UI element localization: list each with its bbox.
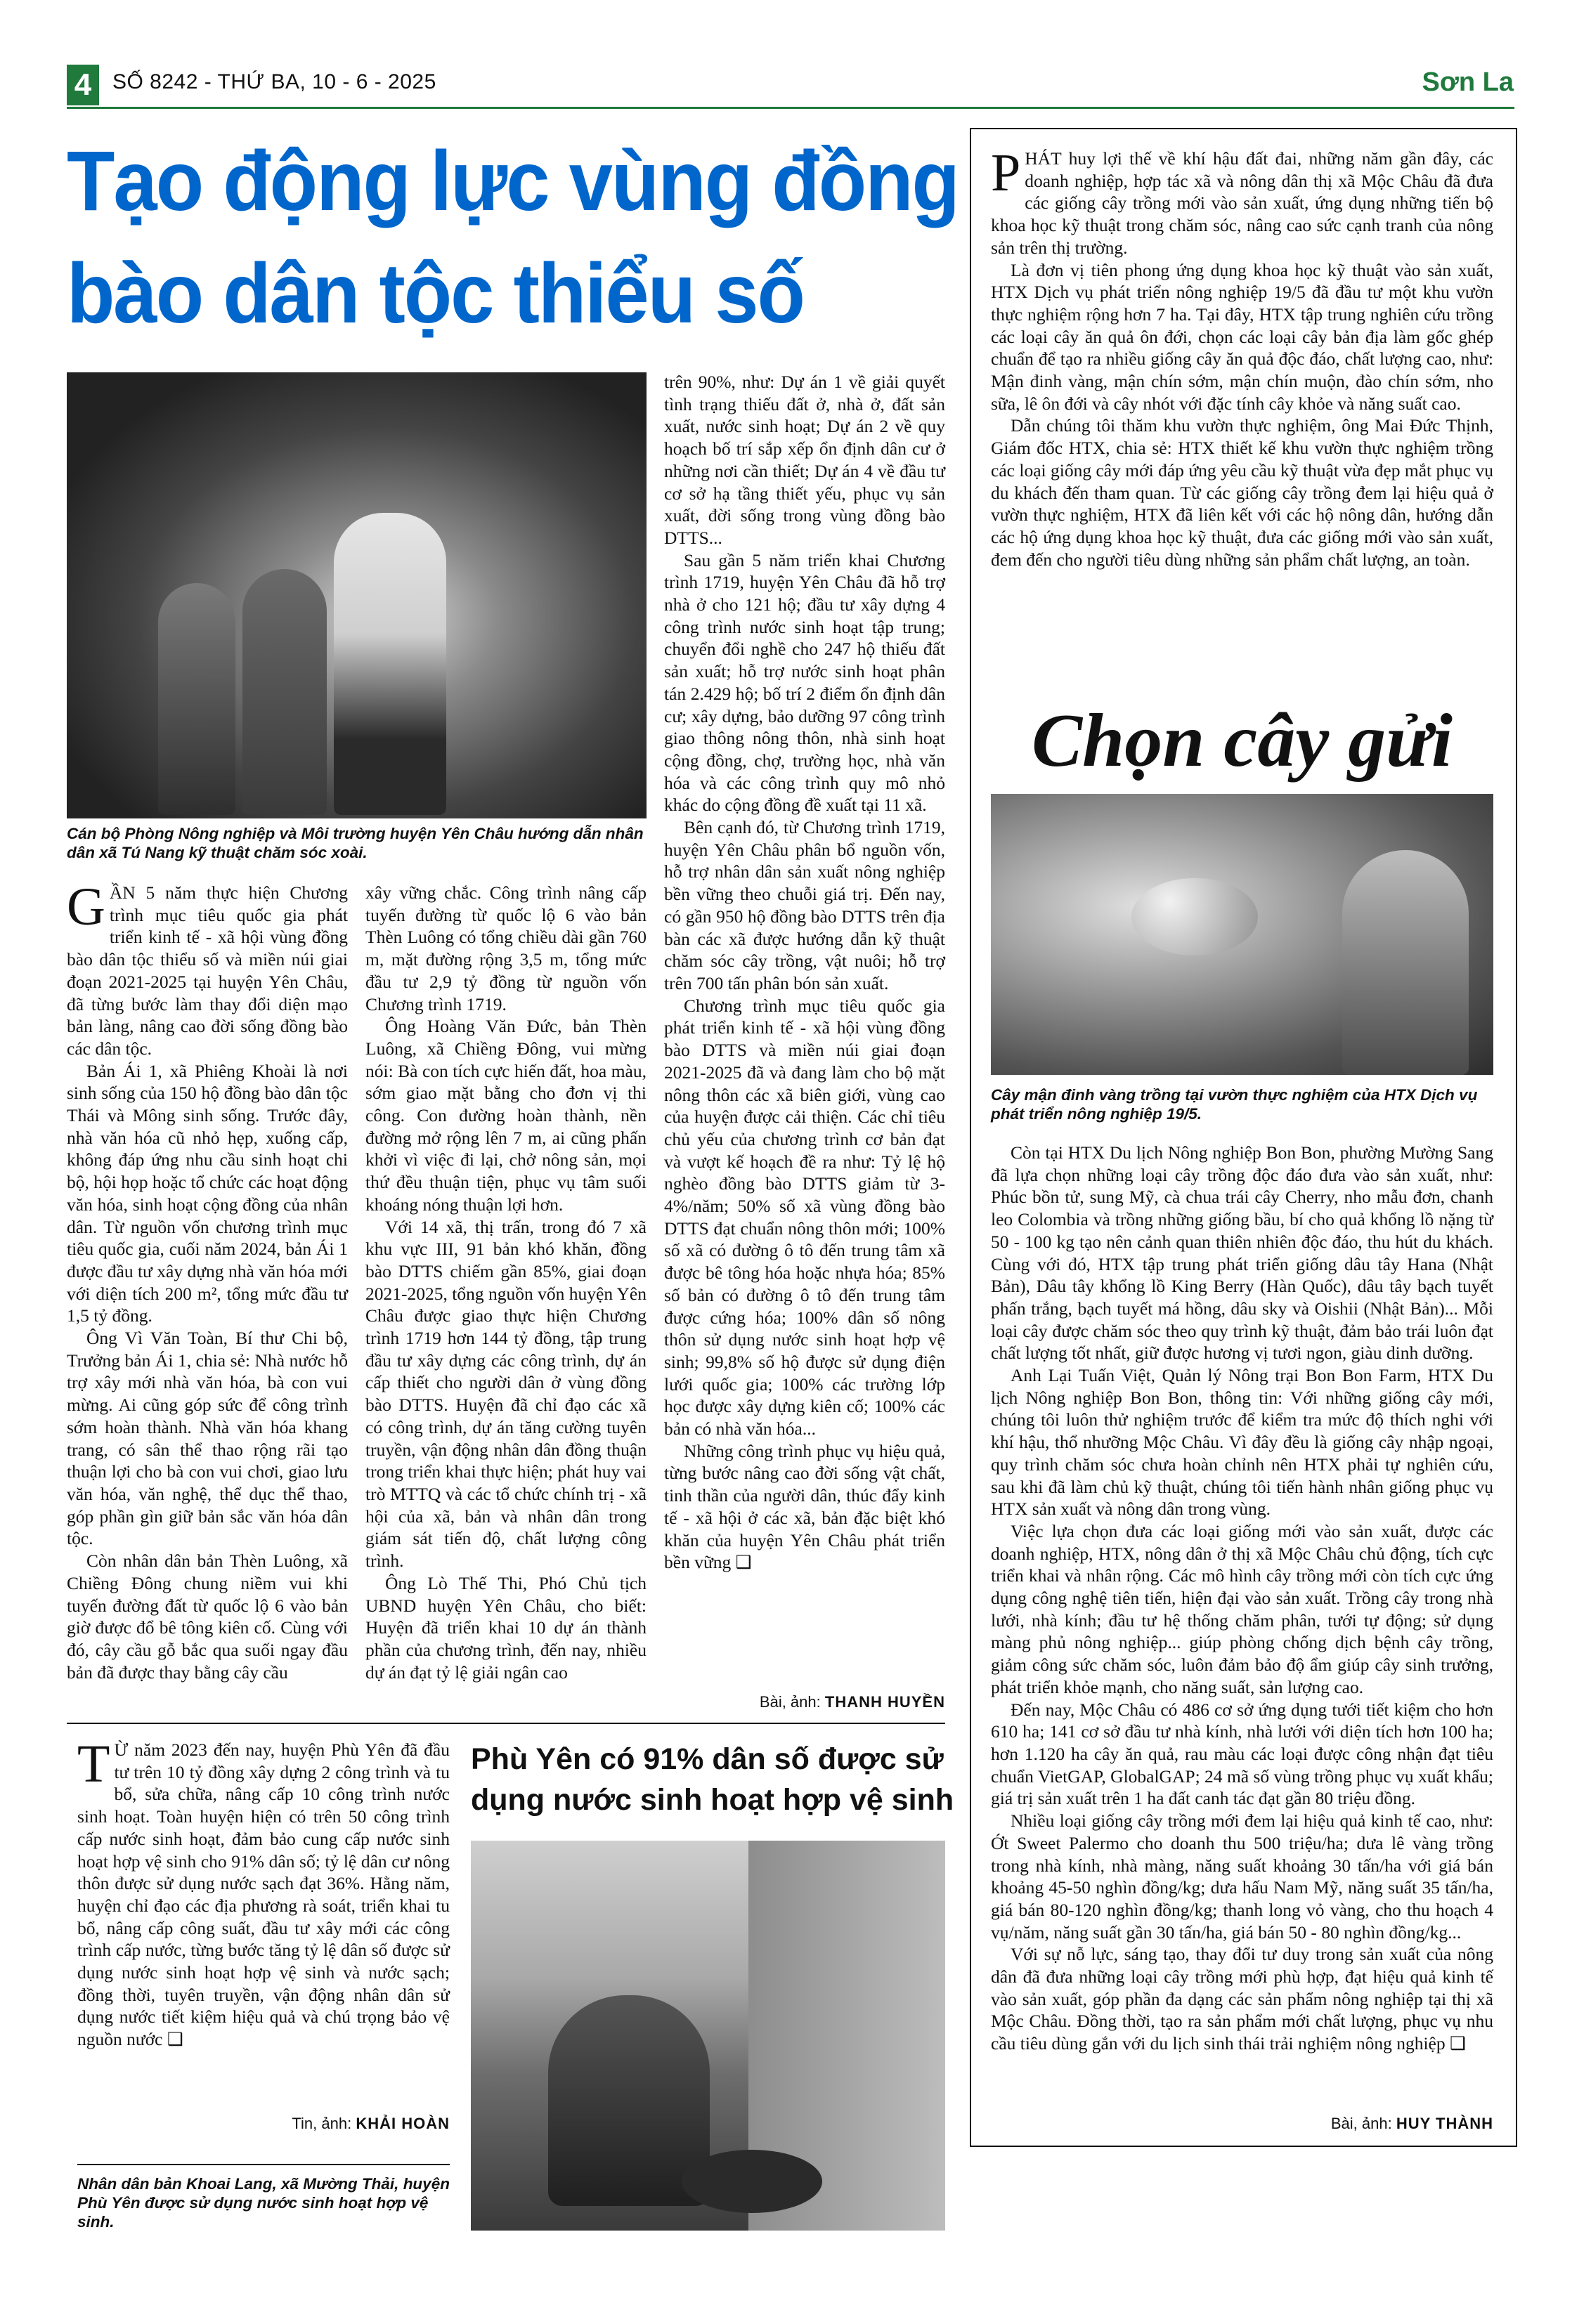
- chon-cay-title: Chọn cây gửi: [1032, 699, 1453, 783]
- dropcap: P: [991, 143, 1021, 202]
- person-figure: [158, 583, 235, 815]
- main-photo: [67, 372, 647, 818]
- main-col1: [67, 877, 348, 1683]
- chon-cay-photo: [991, 794, 1493, 1075]
- paragraph: Còn tại HTX Du lịch Nông nghiệp Bon Bon, phường Mường Sang đã lựa chọn những loại cây trồng độc đáo đưa vào sản xuất, như: Phúc bồn tử, sung Mỹ, cà chua trái cây Cherry, nho mẫu đơn, chanh leo Colombia và trồng những giống bầu, bí cho quả khổng lồ nặng từ 50 - 100 kg tạo nên cảnh quan thiên nhiên độc đáo, thu hút du khách. Cùng với đó, HTX tập trung phát triển giống dâu tây Hana (Nhật Bản), Dâu tây khổng lồ King Berry (Hàn Quốc), dâu tây bạch tuyết phấn trắng, bạch tuyết má hồng, dâu sky và Oishii (Nhật Bản)... Mỗi loại cây được chăm sóc theo quy trình kỹ thuật, đảm bảo trái luôn đạt chất lượng tốt nhất, giữ được hương vị tươi ngon, giàu dinh dưỡng.: [991, 1142, 1493, 1364]
- page-number: 4: [74, 67, 92, 102]
- phuyen-byline: [77, 2115, 450, 2133]
- fruit-cluster: [1131, 878, 1258, 955]
- phuyen-body: [77, 1735, 450, 2051]
- section-name: Sơn La: [1422, 67, 1514, 97]
- paragraph: trên 90%, như: Dự án 1 về giải quyết tình trạng thiếu đất ở, nhà ở, đất sản xuất, nước sinh hoạt; Dự án 2 về quy hoạch bố trí sắp xếp ổn định dân cư ở những nơi cần thiết; Dự án 4 về đầu tư cơ sở hạ tầng thiết yếu, phục vụ sản xuất, đời sống trong vùng đồng bào DTTS...: [664, 372, 945, 548]
- paragraph: Dẫn chúng tôi thăm khu vườn thực nghiệm, ông Mai Đức Thịnh, Giám đốc HTX, chia sẻ: HTX thiết kế khu vườn thực nghiệm trồng các loại giống cây mới đáp ứng yêu cầu kỹ thuật vừa đẹp mắt phục vụ du khách đến tham quan. Từ các giống cây trồng đem lại hiệu quả ở vườn thực nghiệm, HTX đã liên kết với các hộ nông dân, hướng dẫn các hộ ứng dụng khoa học kỹ thuật, đưa các giống mới vào sản xuất, đem đến cho người tiêu dùng những sản phẩm chất lượng, an toàn.: [991, 415, 1493, 570]
- phuyen-photo: [471, 1841, 945, 2231]
- paragraph: Chương trình mục tiêu quốc gia phát triển kinh tế - xã hội vùng đồng bào DTTS và miền núi giai đoạn 2021-2025 đã và đang làm cho bộ mặt nông thôn các xã biên giới, vùng cao của huyện được cải thiện. Các chỉ tiêu chủ yếu của chương trình cơ bản đạt và vượt kế hoạch đề ra như: Tỷ lệ hộ nghèo đồng bào DTTS giảm từ 3-4%/năm; 50% số xã vùng đồng bào DTTS đạt chuẩn nông thôn mới; 100% số xã có đường ô tô đến trung tâm xã được bê tông hóa hoặc nhựa hóa; 85% số bản có đường ô tô đến trung tâm được cứng hóa; 100% dân số nông thôn sử dụng nước sinh hoạt hợp vệ sinh; 99,8% số hộ được sử dụng điện lưới quốc gia; 100% các trường lớp học được xây dựng kiên cố; 100% các bản có nhà văn hóa...: [664, 995, 945, 1440]
- paragraph: Nhiều loại giống cây trồng mới đem lại hiệu quả kinh tế cao, như: Ớt Sweet Palermo cho doanh thu 500 triệu/ha; dưa lê vàng trồng trong nhà kính, nhà màng, năng suất khoảng 30 tấn/ha với giá bán khoảng 45-50 nghìn đồng/kg; dưa hấu Nam Mỹ, năng suất 35 tấn/ha, giá bán 80-120 nghìn đồng/kg; thanh long vỏ vàng, cho thu hoạch 4 vụ/năm, năng suất gần 30 tấn/ha, giá bán 50 - 80 nghìn đồng/kg...: [991, 1810, 1493, 1943]
- byline-author: HUY THÀNH: [1396, 2115, 1493, 2132]
- dropcap: T: [77, 1735, 110, 1794]
- paragraph: Những công trình phục vụ hiệu quả, từng bước nâng cao đời sống vật chất, tinh thần của người dân, thúc đẩy kinh tế - xã hội ở các xã, bản đặc biệt khó khăn của huyện Yên Châu phát triển bền vững ❑: [664, 1440, 945, 1573]
- person-figure: [334, 513, 446, 815]
- paragraph: xây vững chắc. Công trình nâng cấp tuyến đường từ quốc lộ 6 vào bản Thèn Luông có tổng chiều dài gần 760 m, mặt đường rộng 3,5 m, tổng mức đầu tư 2,9 tỷ đồng từ nguồn vốn Chương trình 1719.: [365, 882, 647, 1014]
- main-col2: [365, 882, 647, 1683]
- paragraph: Ông Lò Thế Thi, Phó Chủ tịch UBND huyện Yên Châu, cho biết: Huyện đã triển khai 10 dự án thành phần của chương trình, đến nay, nhiều dự án đạt tỷ lệ giải ngân cao: [365, 1572, 647, 1683]
- paragraph: Là đơn vị tiên phong ứng dụng khoa học kỹ thuật vào sản xuất, HTX Dịch vụ phát triển nông nghiệp 19/5 đã đầu tư một khu vườn thực nghiệm rộng hơn 7 ha. Tại đây, HTX tập trung nghiên cứu trồng các loại cây ăn quả ôn đới, chọn các loại cây bản địa làm gốc ghép chuẩn để tạo ra nhiều giống cây ăn quả độc đáo, chất lượng cao, như: Mận đinh vàng, mận chín sớm, mận chín muộn, đào chín sớm, nho sữa, lê ôn đới và cây nhót với đặc tính cây khỏe và năng suất cao.: [991, 259, 1493, 414]
- paragraph: Ừ năm 2023 đến nay, huyện Phù Yên đã đầu tư trên 10 tỷ đồng xây dựng 2 công trình và tu bổ, sửa chữa, nâng cấp 10 công trình nước sinh hoạt. Toàn huyện hiện có trên 50 công trình cấp nước sinh hoạt, đảm bảo cung cấp nước sinh hoạt hợp vệ sinh cho 91% dân số; tỷ lệ dân cư nông thôn được sử dụng nước sạch đạt 36%. Hằng năm, huyện chỉ đạo các địa phương rà soát, triển khai tu bổ, nâng cấp công suất, đầu tư xây mới các công trình cấp nước, từng bước tăng tỷ lệ dân số được sử dụng nước sinh hoạt hợp vệ sinh và nước sạch; đồng thời, tuyên truyền, vận động nhân dân sử dụng nước tiết kiệm hiệu quả và chú trọng bảo vệ nguồn nước ❑: [77, 1739, 450, 2050]
- paragraph: HÁT huy lợi thế về khí hậu đất đai, những năm gần đây, các doanh nghiệp, hợp tác xã và nông dân thị xã Mộc Châu đã đưa các giống cây trồng mới vào sản xuất, ứng dụng những tiến bộ khoa học kỹ thuật trong chăm sóc, nâng cao sức cạnh tranh của nông sản trên thị trường.: [991, 148, 1493, 258]
- chon-cay-photo-caption: Cây mận đinh vàng trồng tại vườn thực nghiệm của HTX Dịch vụ phát triển nông nghiệp 19/5.: [991, 1086, 1478, 1123]
- paragraph: Với sự nỗ lực, sáng tạo, thay đổi tư duy trong sản xuất của nông dân đã đưa những loại cây trồng mới phù hợp, đạt hiệu quả kinh tế vào sản xuất, góp phần đa dạng các sản phẩm nông nghiệp tại thị xã Mộc Châu. Đồng thời, tạo ra sản phẩm mới chất lượng, phục vụ nhu cầu tiêu dùng gắn với du lịch sinh thái trải nghiệm nông nghiệp ❑: [991, 1944, 1493, 2054]
- byline-label: Bài, ảnh:: [759, 1693, 821, 1711]
- header-rule: [67, 107, 1514, 109]
- chon-cay-intro: [991, 143, 1493, 570]
- byline-author: KHẢI HOÀN: [356, 2115, 450, 2132]
- paragraph: Với 14 xã, thị trấn, trong đó 7 xã khu vực III, 91 bản khó khăn, đồng bào DTTS chiếm gần 85%, giai đoạn 2021-2025, tổng nguồn vốn huyện Yên Châu được giao thực hiện Chương trình 1719 hơn 144 tỷ đồng, tập trung đầu tư xây dựng các công trình, dự án cấp thiết cho người dân ở vùng đồng bào DTTS. Huyện đã chỉ đạo các xã có công trình, dự án tăng cường tuyên truyền, vận động nhân dân đồng thuận trong triển khai thực hiện; phát huy vai trò MTTQ và các tổ chức chính trị - xã hội của xã, bản và nhân dân trong giám sát tiến độ, chất lượng công trình.: [365, 1216, 647, 1572]
- chon-cay-body: [991, 1142, 1493, 2055]
- section-divider: [67, 1723, 945, 1724]
- paragraph: ẦN 5 năm thực hiện Chương trình mục tiêu quốc gia phát triển kinh tế - xã hội vùng đồng bào dân tộc thiểu số và miền núi giai đoạn 2021-2025 tại huyện Yên Châu, đã từng bước làm thay đổi diện mạo bản làng, nâng cao đời sống đồng bào các dân tộc.: [67, 882, 348, 1059]
- paragraph: Sau gần 5 năm triển khai Chương trình 1719, huyện Yên Châu đã hỗ trợ nhà ở cho 121 hộ; đầu tư xây dựng 4 công trình nước sinh hoạt tập trung; chuyển đổi nghề cho 247 hộ thiếu đất sản xuất; hỗ trợ nước sinh hoạt phân tán 2.429 hộ; bố trí 2 điểm ổn định dân cư; xây dựng, bảo dưỡng 97 công trình giao thông nông thôn, nhà sinh hoạt cộng đồng, chợ, trường học, nhà văn hóa và các công trình quy mô nhỏ khác do cộng đồng đề xuất tại 11 xã.: [664, 549, 945, 816]
- person-figure: [242, 569, 327, 815]
- phuyen-headline: Phù Yên có 91% dân số được sử dụng nước sinh hoạt hợp vệ sinh: [471, 1742, 954, 1817]
- chon-cay-byline: [991, 2115, 1493, 2133]
- main-byline: [664, 1693, 945, 1711]
- paragraph: Bản Ái 1, xã Phiêng Khoài là nơi sinh sống của 150 hộ đồng bào dân tộc Thái và Mông sinh sống. Trước đây, nhà văn hóa cũ nhỏ hẹp, xuống cấp, không đáp ứng nhu cầu sinh hoạt chi bộ, hội họp hoặc tổ chức các hoạt động văn hóa, sinh hoạt cộng đồng của nhân dân. Từ nguồn vốn chương trình mục tiêu quốc gia, cuối năm 2024, bản Ái 1 được đầu tư xây dựng nhà văn hóa mới với diện tích 200 m², tổng mức đầu tư 1,5 tỷ đồng.: [67, 1060, 348, 1326]
- paragraph: Anh Lại Tuấn Việt, Quản lý Nông trại Bon Bon Farm, HTX Du lịch Nông nghiệp Bon Bon, thông tin: Với những giống cây mới, chúng tôi luôn thử nghiệm trước để kiểm tra mức độ thích nghi với khí hậu, thổ nhưỡng Mộc Châu. Vì đây đều là giống cây nhập ngoại, quy trình chăm sóc chưa hoàn chỉnh nên HTX phải tự nghiên cứu, sau khi đã làm chủ kỹ thuật, chúng tôi tiến hành nhân giống phục vụ HTX sản xuất và nông dân trong vùng.: [991, 1365, 1493, 1520]
- byline-label: Bài, ảnh:: [1330, 2115, 1392, 2132]
- main-col3: [664, 371, 945, 1574]
- paragraph: Ông Vì Văn Toàn, Bí thư Chi bộ, Trưởng bản Ái 1, chia sẻ: Nhà nước hỗ trợ xây mới nhà văn hóa, bà con vui mừng. Ai cũng góp sức để công trình sớm hoàn thành. Nhà văn hóa khang trang, có sân thể thao rộng rãi tạo thuận lợi cho bà con vui chơi, giao lưu văn hóa, văn nghệ, thể dục thể thao, góp phần gìn giữ bản sắc văn hóa dân tộc.: [67, 1328, 348, 1549]
- byline-label: Tin, ảnh:: [292, 2115, 352, 2132]
- paragraph: Việc lựa chọn đưa các loại giống mới vào sản xuất, được các doanh nghiệp, HTX, nông dân ở thị xã Mộc Châu chủ động, tích cực triển khai và nhân rộng. Các mô hình cây trồng mới còn tích cực ứng dụng công nghệ tiên tiến, hiện đại vào sản xuất. Trồng cây trong nhà lưới, nhà kính; đầu tư hệ thống chăm phân, tưới tự động; sử dụng màng phủ nông nghiệp... giúp phòng chống dịch bệnh cây trồng, giảm công sức chăm sóc, luôn đảm bảo độ ẩm giúp cây sinh trưởng, phát triển khỏe mạnh, cho năng suất, sản lượng cao.: [991, 1520, 1493, 1697]
- paragraph: Còn nhân dân bản Thèn Luông, xã Chiềng Đông chung niềm vui khi tuyến đường đất từ quốc lộ 6 vào bản giờ được đổ bê tông kiên cố. Cùng với đó, cây cầu gỗ bắc qua suối ngay đầu bản đã được thay bằng cây cầu: [67, 1551, 348, 1683]
- paragraph: Bên cạnh đó, từ Chương trình 1719, huyện Yên Châu phân bổ nguồn vốn, hỗ trợ nhân dân sản xuất nông nghiệp bền vững theo chuỗi giá trị. Đến nay, có gần 950 hộ đồng bào DTTS trên địa bàn các xã được hướng dẫn kỹ thuật chăm sóc cây trồng, vật nuôi; hỗ trợ trên 700 tấn phân bón sản xuất.: [664, 817, 945, 993]
- phuyen-photo-caption: Nhân dân bản Khoai Lang, xã Mường Thải, huyện Phù Yên được sử dụng nước sinh hoạt hợp vệ sinh.: [77, 2175, 450, 2231]
- main-headline: Tạo động lực vùng đồng bào dân tộc thiểu số: [67, 133, 959, 341]
- dropcap: G: [67, 877, 105, 936]
- byline-author: THANH HUYỀN: [824, 1693, 945, 1711]
- caption-rule: [77, 2164, 450, 2165]
- paragraph: Ông Hoàng Văn Đức, bản Thèn Luông, xã Chiềng Đông, vui mừng nói: Bà con tích cực hiến đất, hoa màu, sớm giao mặt bằng cho đơn vị thi công. Con đường hoàn thành, nền đường mở rộng lên 7 m, ai cũng phấn khởi vì việc đi lại, chở nông sản, mọi thứ đều thuận tiện, phục vụ tâm suối khoáng nóng thuận lợi hơn.: [365, 1016, 647, 1215]
- water-basin: [682, 2150, 822, 2213]
- issue-date: SỐ 8242 - THỨ BA, 10 - 6 - 2025: [112, 70, 436, 93]
- main-photo-caption: Cán bộ Phòng Nông nghiệp và Môi trường huyện Yên Châu hướng dẫn nhân dân xã Tú Nang kỹ thuật chăm sóc xoài.: [67, 825, 644, 861]
- person-figure: [1342, 850, 1469, 1075]
- paragraph: Đến nay, Mộc Châu có 486 cơ sở ứng dụng tưới tiết kiệm cho hơn 610 ha; 141 cơ sở đầu tư nhà kính, nhà lưới với diện tích hơn 100 ha; hơn 1.120 ha cây ăn quả, rau màu các loại được công nhận đạt tiêu chuẩn VietGAP, GlobalGAP; 24 mã số vùng trồng phục vụ xuất khẩu; giá trị sản xuất trên 1 ha đất canh tác đạt gần 80 triệu đồng.: [991, 1699, 1493, 1809]
